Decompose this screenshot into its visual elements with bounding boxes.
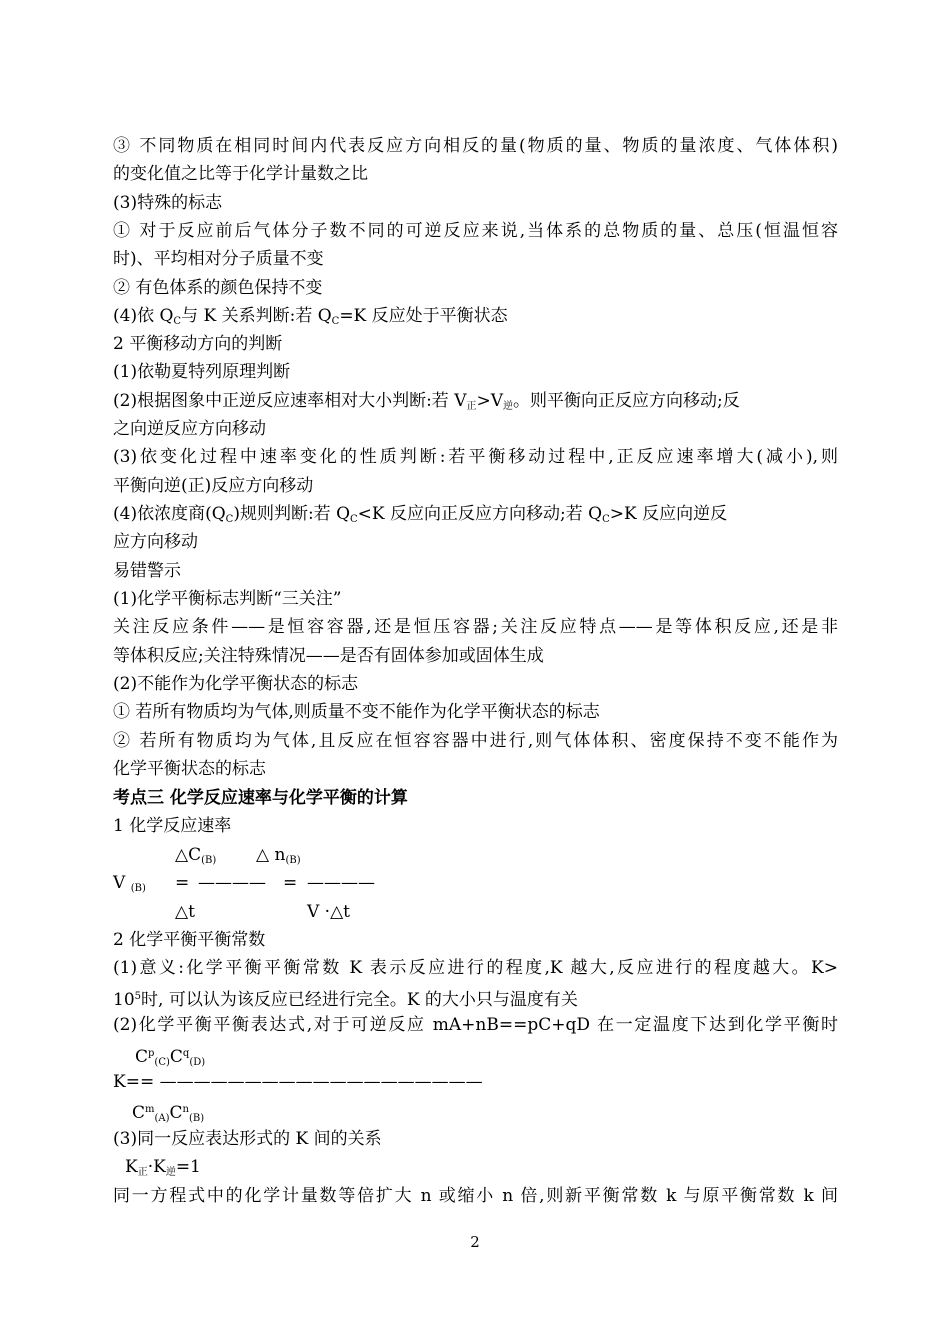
subscript: C: [602, 514, 610, 525]
text-fragment: (4)依 Q: [113, 306, 174, 326]
text-fragment: )规则判断:若 Q: [233, 504, 351, 524]
text-line: 时)、平均相对分子质量不变: [113, 249, 324, 269]
subscript: C: [225, 514, 234, 525]
text-line: (1)依勒夏特列原理判断: [113, 362, 291, 382]
text-line: (2)化学平衡平衡表达式,对于可逆反应 mA+nB==pC+qD 在一定温度下达到化学平衡时: [113, 1015, 838, 1035]
formula-denominator-vdt: V ·△t: [307, 902, 350, 922]
k-relation: $K_正\cdot K_逆=1$: [125, 1157, 201, 1178]
text-line: 2 平衡移动方向的判断: [113, 334, 283, 354]
text-line: 易错警示: [113, 561, 181, 581]
formula-denominator-dt: △t: [175, 902, 195, 922]
text-fragment: >K 反应向逆反: [609, 504, 728, 524]
formula-eq: =: [175, 873, 190, 893]
text-line: 的变化值之比等于化学计量数之比: [113, 164, 368, 184]
text-fragment: 与 K 关系判断:若 Q: [181, 306, 332, 326]
formula-lhs: V $_{(B)}$: [113, 873, 146, 894]
k-numerator: $C^p_{(C)}C^q_{(D)}$: [135, 1047, 206, 1068]
text-fragment: =K 反应处于平衡状态: [339, 306, 508, 326]
k-denominator: $C^m_{(A)}C^n_{(B)}$: [132, 1103, 205, 1124]
text-line: 之向逆反应方向移动: [113, 419, 266, 439]
text-fragment: 。则平衡向正反应方向移动;反: [513, 391, 740, 411]
text-line: (3)依变化过程中速率变化的性质判断:若平衡移动过程中,正反应速率增大(减小),则: [113, 447, 838, 467]
text-line: ① 对于反应前后气体分子数不同的可逆反应来说,当体系的总物质的量、总压(恒温恒容: [113, 221, 838, 241]
text-line-k-threshold: [113, 987, 578, 1010]
text-line: (1)意义:化学平衡平衡常数 K 表示反应进行的程度,K 越大,反应进行的程度越大。K>: [113, 958, 838, 978]
subscript: C: [350, 514, 358, 525]
text-line: (3)特殊的标志: [113, 193, 223, 213]
text-line: ③ 不同物质在相同时间内代表反应方向相反的量(物质的量、物质的量浓度、气体体积): [113, 136, 838, 156]
subscript: C: [331, 316, 340, 327]
text-line: (1)化学平衡标志判断“三关注”: [113, 589, 342, 609]
text-line: 化学平衡状态的标志: [113, 759, 266, 779]
text-fragment: 10: [113, 990, 135, 1010]
text-line-rate-compare: [113, 391, 740, 417]
subscript: C: [173, 316, 182, 327]
formula-numerator-dc: $\triangle C_{(B)}$: [175, 845, 217, 866]
formula-eq: =: [283, 873, 298, 893]
subscript: 逆: [503, 401, 514, 412]
section-heading: 考点三 化学反应速率与化学平衡的计算: [113, 788, 408, 808]
text-line: 等体积反应;关注特殊情况——是否有固体参加或固体生成: [113, 646, 544, 666]
superscript: 5: [134, 991, 142, 1002]
text-line: 应方向移动: [113, 532, 198, 552]
formula-numerator-dn: △ $n_{(B)}$: [256, 845, 301, 866]
page-number: 2: [470, 1233, 480, 1251]
text-line: ② 有色体系的颜色保持不变: [113, 278, 323, 298]
text-line: (2)不能作为化学平衡状态的标志: [113, 674, 359, 694]
text-line: 2 化学平衡平衡常数: [113, 930, 266, 950]
text-line-qc-k: [113, 306, 508, 332]
text-fragment: 时, 可以认为该反应已经进行完全。K 的大小只与温度有关: [141, 990, 578, 1010]
text-fragment: (4)依浓度商(Q: [113, 504, 226, 524]
text-fragment: >V: [476, 391, 504, 411]
text-fragment: (2)根据图象中正逆反应速率相对大小判断:若 V: [113, 391, 467, 411]
subscript: 正: [466, 401, 477, 412]
text-line: 同一方程式中的化学计量数等倍扩大 n 或缩小 n 倍,则新平衡常数 k 与原平衡常数 k 间: [113, 1186, 838, 1206]
fraction-bar: ————: [307, 873, 375, 893]
text-line: ② 若所有物质均为气体,且反应在恒容容器中进行,则气体体积、密度保持不变不能作为: [113, 731, 838, 751]
text-fragment: <K 反应向正反应方向移动;若 Q: [357, 504, 603, 524]
text-line: 平衡向逆(正)反应方向移动: [113, 476, 314, 496]
fraction-bar: ————: [198, 873, 266, 893]
text-line: 关注反应条件——是恒容容器,还是恒压容器;关注反应特点——是等体积反应,还是非: [113, 617, 838, 637]
text-line-qc-rule: [113, 504, 727, 530]
text-line: ① 若所有物质均为气体,则质量不变不能作为化学平衡状态的标志: [113, 702, 600, 722]
text-line: 1 化学反应速率: [113, 816, 232, 836]
k-fraction-line: K== ———————————————————: [113, 1072, 483, 1092]
text-line: (3)同一反应表达形式的 K 间的关系: [113, 1129, 382, 1149]
